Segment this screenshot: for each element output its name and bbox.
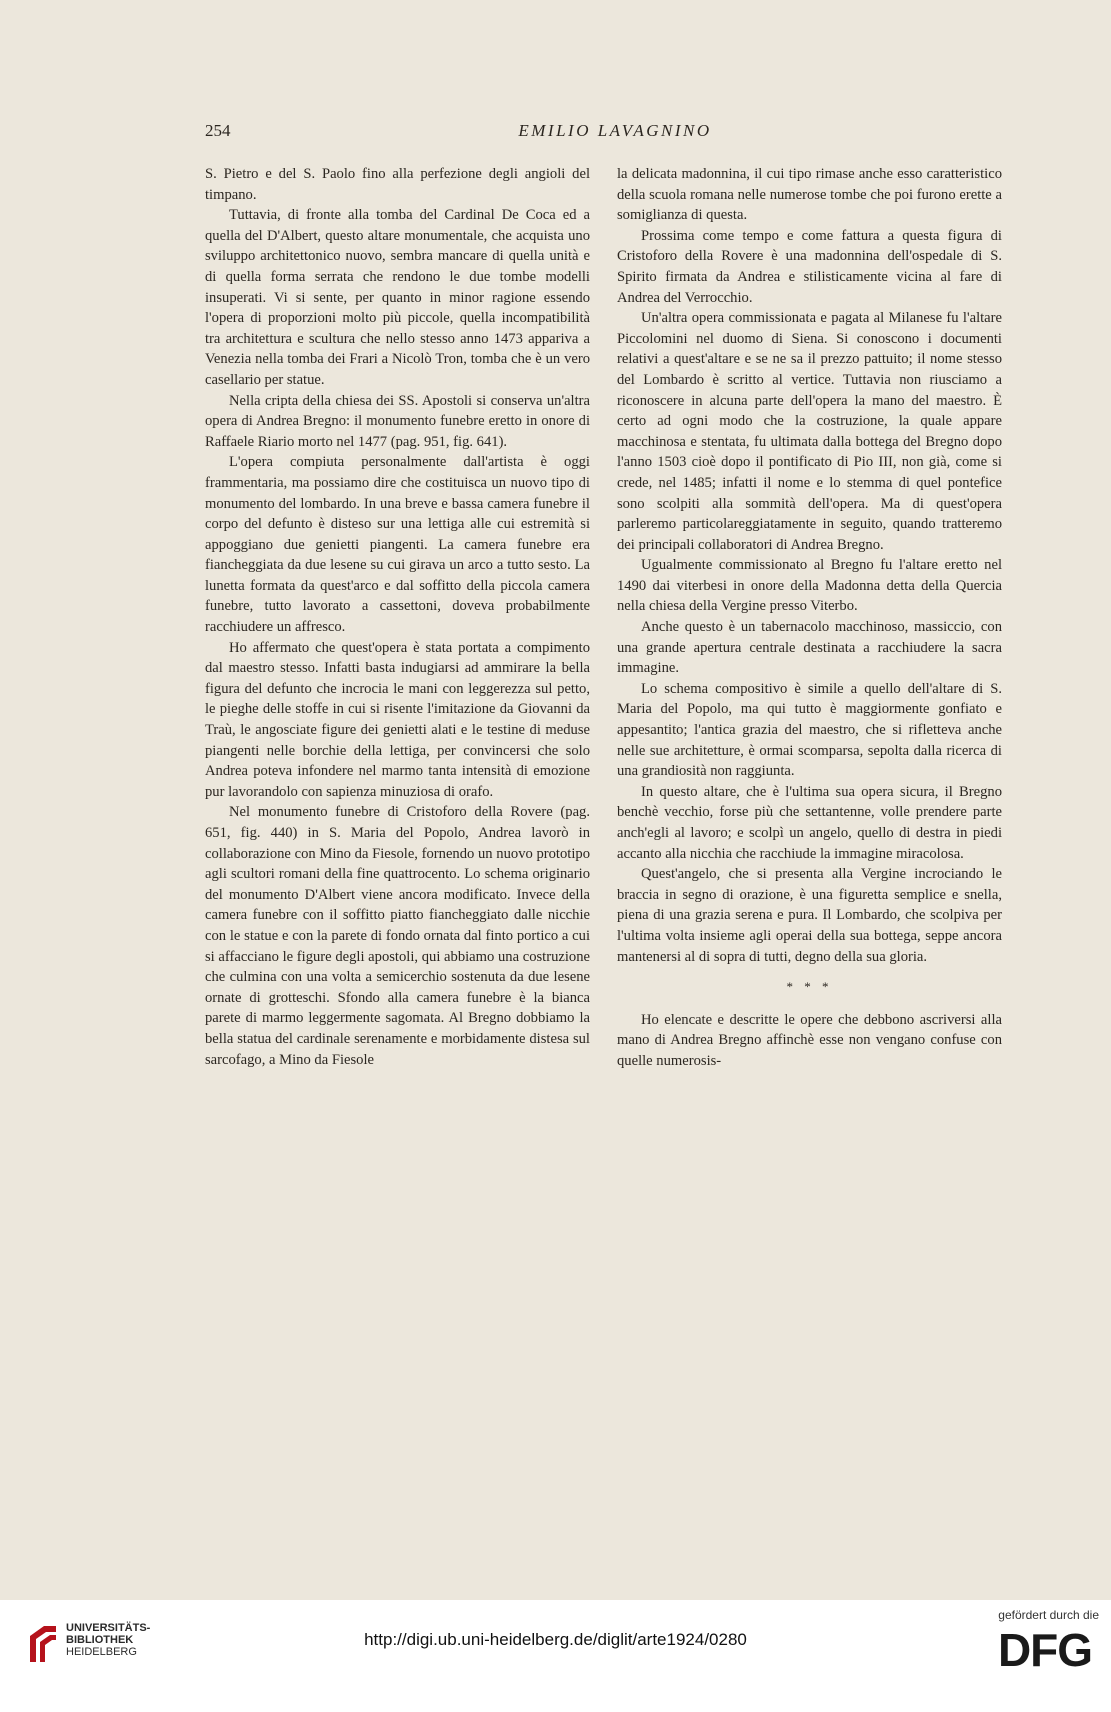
paragraph: Lo schema compositivo è simile a quello dell'altare di S. Maria del Popolo, ma qui tutto è maggiormente gonfiato e appesantito; l'antica grazia del maestro, che si rifletteva anche nelle sue architetture, è ormai scomparsa, sepolta dalla ricerca di una grandiosità non raggiunta. <box>617 680 1002 780</box>
running-head: EMILIO LAVAGNINO <box>518 121 712 140</box>
paragraph: Anche questo è un tabernacolo macchinoso, massiccio, con una grande apertura centrale destinata a racchiudere la sacra immagine. <box>617 619 1002 677</box>
paragraph: Prossima come tempo e come fattura a questa figura di Cristoforo della Rovere è una madonnina dell'ospedale di S. Spirito firmata da Andrea e stilisticamente vicina al fare di Andrea del Verrocchio. <box>617 227 1002 306</box>
right-text-column <box>617 164 1002 1072</box>
right-column-after-separator <box>617 1010 1002 1072</box>
paragraph: Ho elencate e descritte le opere che debbono ascriversi alla mano di Andrea Bregno affinchè esse non vengano confuse con quelle numerosis- <box>617 1011 1002 1069</box>
right-column-paragraphs <box>617 164 1002 967</box>
library-name-line2: BIBLIOTHEK <box>66 1634 134 1646</box>
library-name-line1: UNIVERSITÄTS- <box>66 1622 151 1634</box>
paragraph: Nella cripta della chiesa dei SS. Apostoli si conserva un'altra opera di Andrea Bregno: il monumento funebre eretto in onore di Raffaele Riario morto nel 1477 (pag. 951, fig. 641). <box>205 392 590 450</box>
dfg-logo-icon <box>993 1626 1097 1670</box>
left-text-column <box>205 164 590 1070</box>
paragraph: Nel monumento funebre di Cristoforo della Rovere (pag. 651, fig. 440) in S. Maria del Popolo, Andrea lavorò in collaborazione con Mino da Fiesole, fornendo un nuovo prototipo agli scultori romani della fine quattrocento. Lo schema originario del monumento D'Albert viene ancora modificato. Invece della camera funebre con il soffitto piatto fiancheggiato dalle nicchie con le statue e con la parete di fondo ornata dal finto portico a cui si affacciano le figure degli apostoli, qui abbiamo una costruzione che culmina con una volta a semicerchio sostenuta da due lesene ornate di grotteschi. Sfondo alla camera funebre è la bianca parete di marmo leggermente sagomata. Al Bregno dobbiamo la bella statua del cardinale serenamente e morbidamente distesa sul sarcofago, a Mino da Fiesole <box>205 804 590 1068</box>
paragraph: Un'altra opera commissionata e pagata al Milanese fu l'altare Piccolomini nel duomo di Siena. Si conoscono i documenti relativi a quest'altare e se ne sa il prezzo pattuito; il nome stesso del Lombardo è scritto al vertice. Tuttavia non riusciamo a riconoscere in alcuna parte dell'opera la mano del maestro. È certo ad ogni modo che la costruzione, la quale appare macchinosa e stentata, fu ultimata dalla bottega del Bregno dopo l'anno 1503 cioè dopo il pontificato di Pio III, non già, come si crede, nel 1485; infatti il nome e lo stemma di quel pontefice sono scolpiti alla sommità dell'opera. Ma di quest'opera parleremo particolareggiatamente in seguito, quando tratteremo dei principali collaboratori di Andrea Bregno. <box>617 310 1002 553</box>
paragraph: Ugualmente commissionato al Bregno fu l'altare eretto nel 1490 dai viterbesi in onore della Madonna detta della Quercia nella chiesa della Vergine presso Viterbo. <box>617 557 1002 615</box>
paragraph: S. Pietro e del S. Paolo fino alla perfezione degli angioli del timpano. <box>205 166 590 203</box>
paragraph: Quest'angelo, che si presenta alla Vergine incrociando le braccia in segno di orazione, è una figuretta semplice e snella, piena di una grazia serena e pura. Il Lombardo, che scolpiva per l'ultima volta insieme agli operai della sua bottega, seppe ancora mantenersi al di sopra di tutti, degno della sua gloria. <box>617 866 1002 965</box>
digitization-footer <box>0 1600 1111 1712</box>
permalink-url[interactable]: http://digi.ub.uni-heidelberg.de/diglit/arte1924/0280 <box>364 1630 747 1649</box>
paragraph: L'opera compiuta personalmente dall'artista è oggi frammentaria, ma possiamo dire che costituisca un nuovo tipo di monumento del lombardo. In una breve e bassa camera funebre il corpo del defunto è disteso sur una lettiga alle cui estremità si appoggiano due genietti piangenti. La camera funebre era fiancheggiata da due lesene su cui girava un arco a tutto sesto. La lunetta formata da quest'arco e dal soffitto della piccola camera funebre, tutto lavorato a cassettoni, doveva probabilmente racchiudere un affresco. <box>205 454 590 636</box>
page-number: 254 <box>205 121 231 140</box>
paragraph: Ho affermato che quest'opera è stata portata a compimento dal maestro stesso. Infatti basta indugiarsi ad ammirare la bella figura del defunto che incrocia le mani con leggerezza sul petto, le pieghe delle stoffe in cui si risente l'imitazione da Giovanni da Traù, le angosciate figure dei genietti alati e le testine di meduse piangenti nelle borchie della lettiga, per convincersi che solo Andrea poteva infondere nel marmo tanta intensità di emozione pur lavorandolo con sapienza minuziosa di orafo. <box>205 639 590 800</box>
page-header <box>205 121 1025 151</box>
paragraph: la delicata madonnina, il cui tipo rimase anche esso caratteristico della scuola romana nelle numerose tombe che poi furono erette a somiglianza di questa. <box>617 166 1002 224</box>
section-separator: * * * <box>786 979 833 995</box>
dfg-logo-text: DFG <box>997 1626 1093 1670</box>
paragraph: Tuttavia, di fronte alla tomba del Cardinal De Coca ed a quella del D'Albert, questo altare monumentale, che acquista uno sviluppo architettonico nuovo, sembra mancare di quella unità e di quella forma serrata che rendono le due tombe modelli insuperati. Vi si sente, per quanto in minor ragione essendo l'opera di proporzioni molto più piccole, quella incompatibilità tra architettura e scultura che nello stesso anno 1473 appariva a Venezia nella tomba dei Frari a Nicolò Tron, tomba che è un vero casellario per statue. <box>205 207 590 388</box>
library-name-line3: HEIDELBERG <box>66 1646 137 1658</box>
paragraph: In questo altare, che è l'ultima sua opera sicura, il Bregno benchè vecchio, forse più che settantenne, volle prendere parte anch'egli al lavoro; e scolpì un angelo, quello di destra in piedi accanto alla nicchia che racchiude la immagine miracolosa. <box>617 783 1002 862</box>
funding-credit: gefördert durch die <box>998 1608 1099 1622</box>
